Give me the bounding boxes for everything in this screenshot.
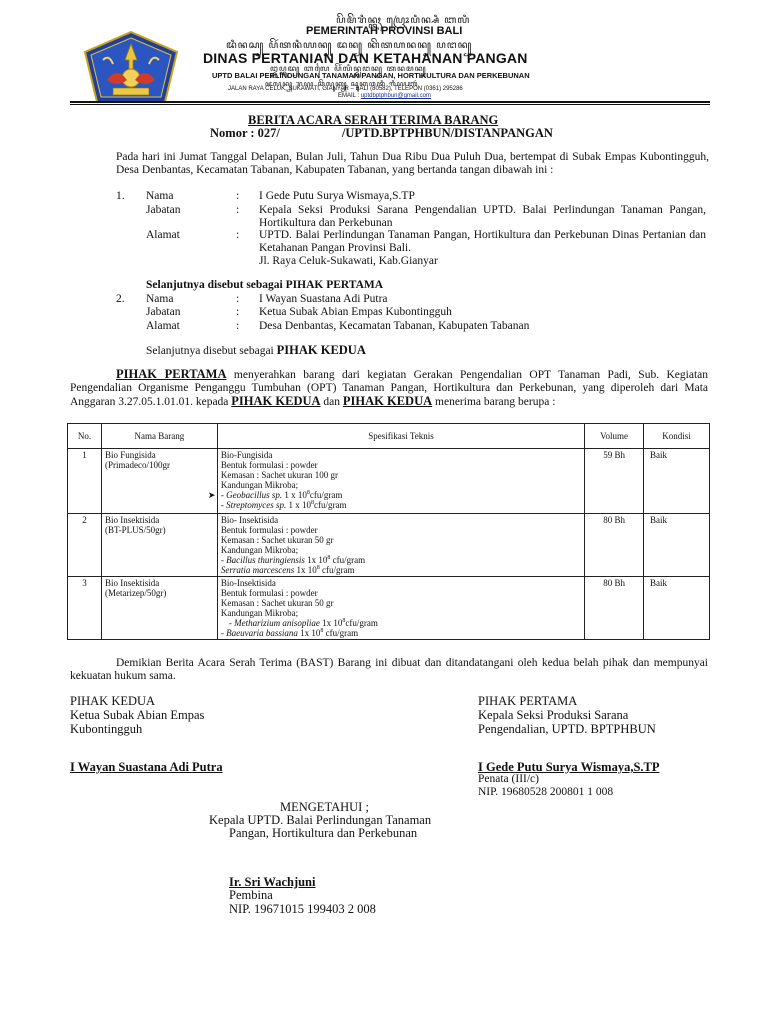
email-link[interactable]: uptdbptphbun@gmail.com [360,93,431,99]
party2-alamat: Desa Denbantas, Kecamatan Tabanan, Kabupaten Tabanan [259,320,530,332]
letterhead-uptd: UPTD BALAI PERLINDUNGAN TANAMAN PANGAN, HORTIKULTURA DAN PERKEBUNAN [212,71,530,80]
sign-right-rank: Penata (III/c) [478,773,539,785]
sign-left-line2: Kubontingguh [70,722,143,736]
colon: : [236,306,240,318]
closing-paragraph: Demikian Berita Acara Serah Terima (BAST) Barang ini dibuat dan ditandatangani oleh kedua belah pihak dan mempunyai kekuatan hukum sama. [70,657,708,682]
header-spesifikasi: Spesifikasi Teknis [217,424,584,449]
header-volume: Volume [585,424,644,449]
acknowledge-line2: Pangan, Hortikultura dan Perkebunan [229,826,418,840]
party1-jabatan: Kepala Seksi Produksi Sarana Pengendalian UPTD. Balai Perlindungan Tanaman Pangan, Hortikultura dan Perkebunan [259,204,706,229]
pihak-pertama-note: Selanjutnya disebut sebagai PIHAK PERTAMA [146,279,384,291]
letterhead-rule-thick [70,101,710,103]
party2-jabatan: Ketua Subak Abian Empas Kubontingguh [259,306,452,318]
header-nama-barang: Nama Barang [101,424,217,449]
pihak-kedua-note: Selanjutnya disebut sebagai PIHAK KEDUA [146,343,366,357]
acknowledge-line1: Kepala UPTD. Balai Perlindungan Tanaman [209,813,432,827]
cell-kondisi: Baik [644,577,710,640]
bali-province-emblem [83,30,179,104]
table-header-row [68,424,710,449]
sign-right-role: PIHAK PERTAMA [478,694,578,708]
party1-name-label: Nama [146,190,174,202]
table-row [68,577,710,640]
cell-no: 2 [68,514,102,577]
items-table [67,423,710,640]
colon: : [236,190,240,202]
cell-kondisi: Baik [644,449,710,514]
colon: : [236,229,240,241]
colon: : [236,293,240,305]
letterhead-script-3: ꦈꦥ꧀ꦠꦢ꧀ ꦧꦭꦻ ꦥꦼꦂꦭꦶꦤ꧀ꦢꦸꦔꦤ꧀ ꦠꦤꦩꦤ꧀ [270,64,427,73]
letterhead-rule-thin [70,104,710,105]
letterhead-address: JALAN RAYA CELUK, SUKAWATI, GIANYAR – BALI (80582), TELEPON (0361) 295286 [228,86,463,92]
party1-number: 1. [116,190,125,202]
letterhead-script-4: ꦗꦭꦤ꧀ ꦫꦪ ꦕꦼꦭꦸꦏ꧀ ꦱꦸꦏꦮꦠꦶ ꦒꦶꦪꦚꦂ [265,80,419,88]
cell-nama-barang: Bio Fungisida (Primadeco/100gr [101,449,217,514]
cell-nama-barang: Bio Insektisida (Metarizep/50gr) [101,577,217,640]
acknowledge-name: Ir. Sri Wachjuni [229,875,316,889]
acknowledge-title: MENGETAHUI ; [280,800,369,814]
sign-left-role: PIHAK KEDUA [70,694,156,708]
cell-volume: 80 Bh [585,514,644,577]
sign-right-nip: NIP. 19680528 200801 1 008 [478,786,614,798]
cell-spesifikasi: Bio-Fungisida Bentuk formulasi : powder Kemasan : Sachet ukuran 100 gr Kandungan Mikroba; ➤ - Geobacillus sp. 1 x $10^8cfu$/gram - Streptomyces sp. 1 x $10^8cfu$/gram [217,449,584,514]
acknowledge-rank: Pembina [229,888,273,902]
header-no: No. [68,424,102,449]
party2-name: I Wayan Suastana Adi Putra [259,293,388,305]
cell-spesifikasi: Bio- Insektisida Bentuk formulasi : powder Kemasan : Sachet ukuran 50 gr Kandungan Mikroba; - Bacillus thuringiensis 1x $10^8$ cfu/gram Serratia marcescens 1x $10^8$ cfu/gram [217,514,584,577]
party2-alamat-label: Alamat [146,320,180,332]
party2-name-label: Nama [146,293,174,305]
letterhead-department: DINAS PERTANIAN DAN KETAHANAN PANGAN [203,50,528,66]
cell-volume: 80 Bh [585,577,644,640]
sign-right-line2: Pengendalian, UPTD. BPTPHBUN [478,722,656,736]
acknowledge-nip: NIP. 19671015 199403 2 008 [229,902,376,916]
cell-no: 3 [68,577,102,640]
letterhead-script-2: ꦢꦶꦤꦱ꧀ ꦥꦼꦂꦠꦤꦶꦪꦤ꧀ ꦢꦤ꧀ ꦏꦼꦠꦲꦤꦤ꧀ ꦥꦔꦤ꧀ [226,40,473,51]
party2-jabatan-label: Jabatan [146,306,181,318]
cell-nama-barang: Bio Insektisida (BT-PLUS/50gr) [101,514,217,577]
header-kondisi: Kondisi [644,424,710,449]
party1-name: I Gede Putu Surya Wismaya,S.TP [259,190,415,202]
letterhead-government: PEMERINTAH PROVINSI BALI [306,25,463,37]
arrow-bullet-icon: ➤ [207,490,216,500]
table-row [68,449,710,514]
cell-kondisi: Baik [644,514,710,577]
party2-number: 2. [116,293,125,305]
table-row [68,514,710,577]
sign-left-line1: Ketua Subak Abian Empas [70,708,205,722]
sign-right-line1: Kepala Seksi Produksi Sarana [478,708,629,722]
opening-paragraph: Pada hari ini Jumat Tanggal Delapan, Bulan Juli, Tahun Dua Ribu Dua Puluh Dua, bertempat di Subak Empas Kubontingguh, Desa Denbantas, Kecamatan Tabanan, Kabupaten Tabanan, yang bertanda tangan dibawah ini : [116,151,709,176]
cell-no: 1 [68,449,102,514]
party1-alamat-street: Jl. Raya Celuk-Sukawati, Kab.Gianyar [259,255,438,267]
letterhead-email: EMAIL : uptdbptphbun@gmail.com [338,93,431,99]
sign-right-name: I Gede Putu Surya Wismaya,S.TP [478,760,660,774]
party1-alamat-label: Alamat [146,229,180,241]
colon: : [236,320,240,332]
sign-left-name: I Wayan Suastana Adi Putra [70,760,223,774]
cell-volume: 59 Bh [585,449,644,514]
document-title: BERITA ACARA SERAH TERIMA BARANG [248,113,499,127]
party1-alamat: UPTD. Balai Perlindungan Tanaman Pangan, Hortikultura dan Perkebunan Dinas Pertanian dan Ketahanan Pangan Provinsi Bali. [259,229,706,254]
party1-jabatan-label: Jabatan [146,204,181,216]
cell-spesifikasi: Bio-Insektisida Bentuk formulasi : powder Kemasan : Sachet ukuran 50 gr Kandungan Mikroba; - Metharizium anisopliae 1x $10^8cfu$/gram - Baeuvaria bassiana 1x $10^8$ cfu/gram [217,577,584,640]
colon: : [236,204,240,216]
handover-paragraph: PIHAK PERTAMA menyerahkan barang dari kegiatan Gerakan Pengendalian OPT Tanaman Padi, Sub. Kegiatan Pengendalian Organisme Penganggu Tumbuhan (OPT) Tanaman Pangan, Hortikultura dan Perkebunan, yang diperoleh dari Mata Anggaran 3.27.05.1.01.01. kepada PIHAK KEDUA dan PIHAK KEDUA menerima barang berupa : [70,367,709,408]
document-number: Nomor : 027/ /UPTD.BPTPHBUN/DISTANPANGAN [210,126,553,140]
letterhead-script-1: ꦥꦼꦩꦼꦫꦶꦤ꧀ꦠꦃ ꦥꦿꦺꦴꦥꦶꦤ꧀ꦱꦶ ꦧꦭꦶ [336,15,471,26]
